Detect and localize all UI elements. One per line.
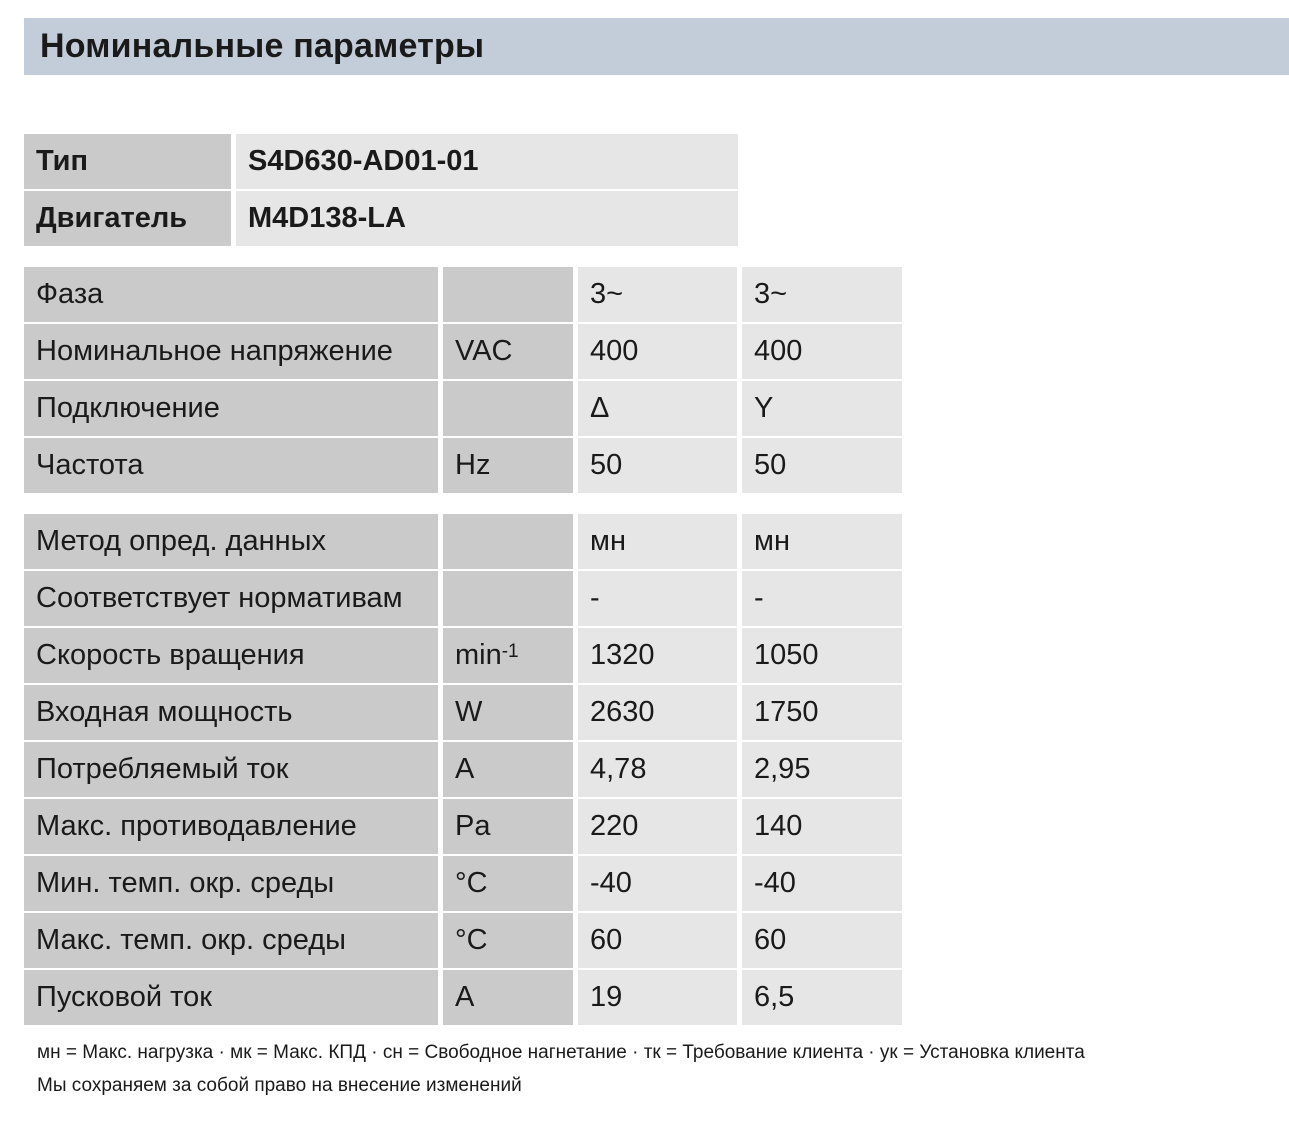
param-label: Входная мощность (24, 685, 438, 740)
param-value-1: 2630 (578, 685, 737, 740)
param-label: Потребляемый ток (24, 742, 438, 797)
param-unit (443, 267, 573, 322)
param-unit: Hz (443, 438, 573, 493)
param-value-2: 60 (742, 913, 902, 968)
param-value-1: 19 (578, 970, 737, 1025)
motor-value: M4D138-LA (236, 191, 738, 246)
param-label: Частота (24, 438, 438, 493)
param-value-2: мн (742, 514, 902, 569)
param-unit (443, 381, 573, 436)
param-unit (443, 571, 573, 626)
param-value-1: - (578, 571, 737, 626)
param-label: Метод опред. данных (24, 514, 438, 569)
param-unit: VAC (443, 324, 573, 379)
unit-superscript: -1 (501, 641, 519, 662)
param-label: Соответствует нормативам (24, 571, 438, 626)
title-bar (24, 18, 1289, 75)
param-value-1: мн (578, 514, 737, 569)
param-value-2: 2,95 (742, 742, 902, 797)
param-unit: °C (443, 856, 573, 911)
param-value-2: Y (742, 381, 902, 436)
type-value: S4D630-AD01-01 (236, 134, 738, 189)
param-label: Макс. противодавление (24, 799, 438, 854)
param-value-1: 1320 (578, 628, 737, 683)
param-unit: Pa (443, 799, 573, 854)
footer-legend: мн = Макс. нагрузка · мк = Макс. КПД · сн = Свободное нагнетание · тк = Требование клиента · ук = Установка клиента (37, 1042, 1085, 1063)
param-label: Номинальное напряжение (24, 324, 438, 379)
param-value-1: 220 (578, 799, 737, 854)
param-value-1: 50 (578, 438, 737, 493)
param-unit (443, 628, 573, 683)
param-unit: A (443, 970, 573, 1025)
param-unit: °C (443, 913, 573, 968)
param-value-2: 140 (742, 799, 902, 854)
param-value-1: 60 (578, 913, 737, 968)
param-value-2: 1750 (742, 685, 902, 740)
param-value-2: - (742, 571, 902, 626)
param-label: Скорость вращения (24, 628, 438, 683)
page-title: Номинальные параметры (40, 27, 485, 65)
footer-disclaimer: Мы сохраняем за собой право на внесение изменений (37, 1075, 522, 1096)
param-value-1: -40 (578, 856, 737, 911)
param-value-1: 3~ (578, 267, 737, 322)
param-label: Подключение (24, 381, 438, 436)
param-value-2: 3~ (742, 267, 902, 322)
motor-label: Двигатель (24, 191, 231, 246)
param-unit (443, 514, 573, 569)
param-value-1: 4,78 (578, 742, 737, 797)
param-value-2: -40 (742, 856, 902, 911)
param-label: Макс. темп. окр. среды (24, 913, 438, 968)
type-label: Тип (24, 134, 231, 189)
param-label: Пусковой ток (24, 970, 438, 1025)
param-value-2: 400 (742, 324, 902, 379)
param-unit: A (443, 742, 573, 797)
param-value-2: 1050 (742, 628, 902, 683)
param-value-2: 50 (742, 438, 902, 493)
param-value-1: Δ (578, 381, 737, 436)
param-value-2: 6,5 (742, 970, 902, 1025)
unit-base: min (455, 639, 502, 671)
param-unit: W (443, 685, 573, 740)
param-label: Фаза (24, 267, 438, 322)
param-value-1: 400 (578, 324, 737, 379)
param-label: Мин. темп. окр. среды (24, 856, 438, 911)
